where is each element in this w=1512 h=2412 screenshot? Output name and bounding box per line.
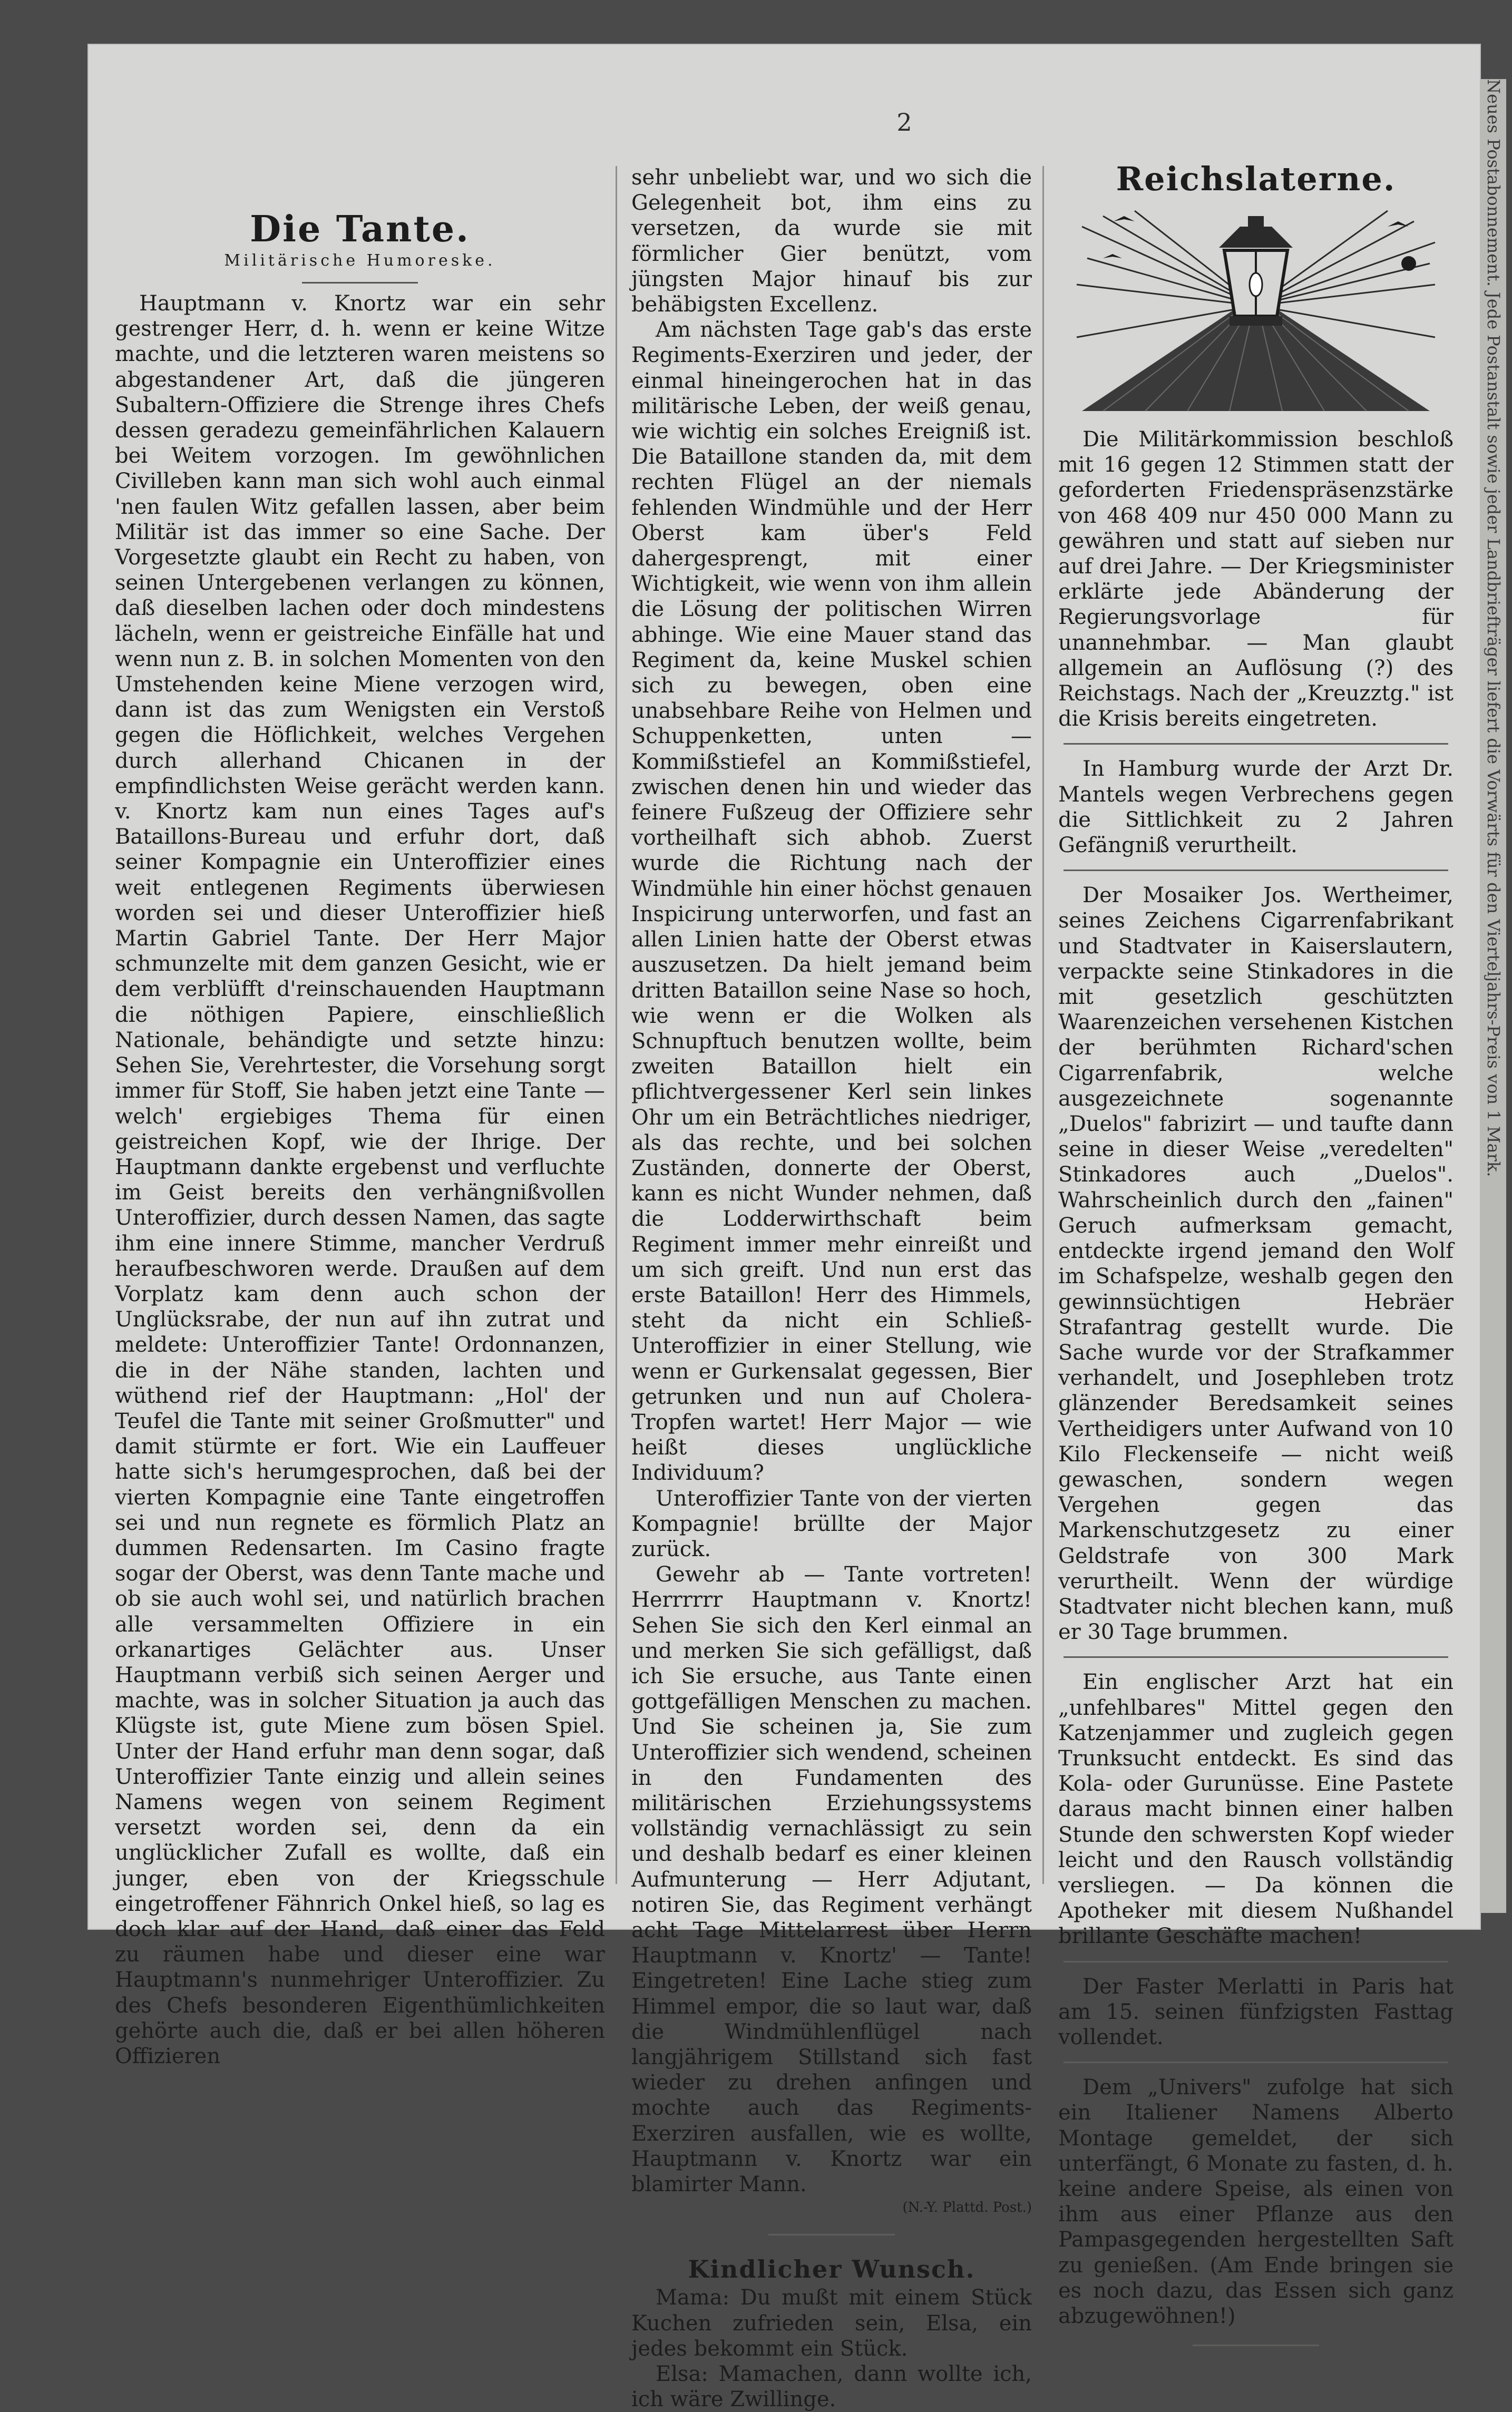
column-divider-2	[1042, 166, 1044, 1884]
section-separator	[1064, 2062, 1448, 2063]
lantern-illustration	[1071, 206, 1440, 416]
article-paragraph: Am nächsten Tage gab's das erste Regiments-Exerziren und jeder, der einmal hineingerochen hat in das militärische Leben, der weiß genau, wie wichtig ein solches Ereigniß ist. Die Bataillone standen da, mit dem rechten Flügel an der niemals fehlenden Windmühle und der Herr Oberst kam über's Feld dahergesprengt, mit einer Wichtigkeit, wie wenn von ihm allein die Lösung der politischen Wirren abhinge. Wie eine Mauer stand das Regiment da, keine Muskel schien sich zu bewegen, oben eine unabsehbare Reihe von Helmen und Schuppenketten, unten — Kommißstiefel an Kommißstiefel, zwischen denen hin und wieder das feinere Fußzeug der Offiziere sehr vortheilhaft sich abhob. Zuerst wurde die Richtung nach der Windmühle hin einer höchst genauen Inspicirung unterworfen, und fast an allen Linien hatte der Oberst etwas auszusetzen. Da hielt jemand beim dritten Bataillon seine Nase so hoch, wie wenn er die Wolken als Schnupftuch benutzen wollte, beim zweiten Bataillon hielt ein pflichtvergessener Kerl sein linkes Ohr um ein Beträchtliches niedriger, als das rechte, und bei solchen Zuständen, donnerte der Oberst, kann es nicht Wunder nehmen, daß die Lodderwirthschaft beim Regiment immer mehr einreißt und um sich greift. Und nun erst das erste Bataillon! Herr des Himmels, steht da nicht ein Schließ-Unteroffizier in einer Stellung, wie wenn er Gurkensalat gegessen, Bier getrunken und nun auf Cholera-Tropfen wartet! Herr Major — wie heißt dieses unglückliche Individuum?	[631, 318, 1032, 1486]
section-separator	[1064, 743, 1448, 745]
news-item: Die Militärkommission beschloß mit 16 gegen 12 Stimmen statt der geforderten Friedenspräsenzstärke von 468 409 nur 450 000 Mann zu gewähren und statt auf sieben nur auf drei Jahre. — Der Kriegsminister erklärte jede Abänderung der Regierungsvorlage für unannehmbar. — Man glaubt allgemein an Auflösung (?) des Reichstags. Nach der „Kreuzztg." ist die Krisis bereits eingetreten.	[1058, 427, 1454, 731]
article-title: Die Tante.	[250, 208, 470, 250]
column-divider-1	[616, 166, 617, 1884]
title-rule	[302, 282, 418, 284]
article-credit: (N.-Y. Plattd. Post.)	[902, 2200, 1032, 2216]
end-rule	[1193, 2345, 1319, 2346]
news-item: Ein englischer Arzt hat ein „unfehlbares" Mittel gegen den Katzenjammer und zugleich gegen Trunksucht entdeckt. Es sind das Kola- oder Gurunüsse. Eine Pastete daraus macht binnen einer halben Stunde den schwersten Kopf wieder leicht und den Rausch vollständig versliegen. — Da können die Apotheker mit diesem Nußhandel brillante Geschäfte machen!	[1058, 1670, 1454, 1949]
section-title-kindlicher-wunsch: Kindlicher Wunsch.	[688, 2255, 976, 2284]
news-item: Der Faster Merlatti in Paris hat am 15. seinen fünfzigsten Fasttag vollendet.	[1058, 1974, 1454, 2049]
section-separator	[1064, 1656, 1448, 1658]
column-2	[631, 165, 1032, 2412]
column-1	[115, 177, 605, 2069]
section-separator	[1064, 870, 1448, 871]
article-paragraph: Hauptmann v. Knortz war ein sehr gestrenger Herr, d. h. wenn er keine Witze machte, und die letzteren waren meistens so abgestandener Art, daß die jüngeren Subaltern-Offiziere die Strenge ihres Chefs dessen geradezu gemeinfährlichen Kalauern bei Weitem vorzogen. Im gewöhnlichen Civilleben kann man sich wohl auch einmal 'nen faulen Witz gefallen lassen, aber beim Militär ist das immer so eine Sache. Der Vorgesetzte glaubt ein Recht zu haben, von seinen Untergebenen verlangen zu können, daß dieselben lachen oder doch mindestens lächeln, wenn er geistreiche Einfälle hat und wenn nun z. B. in solchen Momenten von den Umstehenden keine Miene verzogen wird, dann ist das zum Wenigsten ein Verstoß gegen die Höflichkeit, welches Vergehen durch allerhand Chicanen in der empfindlichsten Weise gerächt werden kann. v. Knortz kam nun eines Tages auf's Bataillons-Bureau und erfuhr dort, daß seiner Kompagnie ein Unteroffizier eines weit entlegenen Regiments überwiesen worden sei und dieser Unteroffizier hieß Martin Gabriel Tante. Der Herr Major schmunzelte mit dem ganzen Gesicht, wie er dem verblüfft d'reinschauenden Hauptmann die nöthigen Papiere, einschließlich Nationale, behändigte und setzte hinzu: Sehen Sie, Verehrtester, die Vorsehung sorgt immer für Stoff, Sie haben jetzt eine Tante — welch' ergiebiges Thema für einen geistreichen Kopf, wie der Ihrige. Der Hauptmann dankte ergebenst und verfluchte im Geist bereits den verhängnißvollen Unteroffizier, durch dessen Namen, das sagte ihm eine innere Stimme, mancher Verdruß heraufbeschworen werde. Draußen auf dem Vorplatz kam denn auch schon der Unglücksrabe, der nun auf ihn zutrat und meldete: Unteroffizier Tante! Ordonnanzen, die in der Nähe standen, lachten und wüthend rief der Hauptmann: „Hol' der Teufel die Tante mit seiner Großmutter" und damit stürmte er fort. Wie ein Lauffeuer hatte sich's herumgesprochen, daß bei der vierten Kompagnie eine Tante eingetroffen sei und nun regnete es förmlich Platz an dummen Redensarten. Im Casino fragte sogar der Oberst, was denn Tante mache und ob sie auch wohl sei, und natürlich brachen alle versammelten Offiziere in ein orkanartiges Gelächter aus. Unser Hauptmann verbiß sich seinen Aerger und machte, was in solcher Situation ja auch das Klügste ist, gute Miene zum bösen Spiel. Unter der Hand erfuhr man denn sogar, daß Unteroffizier Tante einzig und allein seines Namens wegen von seinem Regiment versetzt worden sei, denn da ein unglücklicher Zufall es wollte, daß ein junger, eben von der Kriegsschule eingetroffener Fähnrich Onkel hieß, so lag es doch klar auf der Hand, daß einer das Feld zu räumen habe und dieser eine war Hauptmann's nunmehriger Unteroffizier. Zu des Chefs besonderen Eigenthümlichkeiten gehörte auch die, daß er bei allen höheren Offizieren	[115, 291, 605, 2069]
news-item: In Hamburg wurde der Arzt Dr. Mantels wegen Verbrechens gegen die Sittlichkeit zu 2 Jahren Gefängniß verurtheilt.	[1058, 757, 1454, 858]
dialogue-line: Mama: Du mußt mit einem Stück Kuchen zufrieden sein, Elsa, ein jedes bekommt ein Stück.	[631, 2286, 1032, 2361]
section-title-reichslaterne: Reichslaterne.	[1116, 160, 1396, 198]
news-item: Der Mosaiker Jos. Wertheimer, seines Zeichens Cigarrenfabrikant und Stadtvater in Kaiserslautern, verpackte seine Stinkadores in die mit gesetzlich geschützten Waarenzeichen versehenen Kistchen der berühmten Richard'schen Cigarrenfabrik, welche ausgezeichnete sogenannte „Duelos" fabrizirt — und taufte dann seine in dieser Weise „veredelten" Stinkadores auch „Duelos". Wahrscheinlich durch den „fainen" Geruch aufmerksam gemacht, entdeckte irgend jemand den Wolf im Schafspelze, weshalb gegen den gewinnsüchtigen Hebräer Strafantrag gestellt wurde. Die Sache wurde vor der Strafkammer verhandelt, und Josephleben trotz glänzender Beredsamkeit seines Vertheidigers unter Aufwand von 10 Kilo Fleckenseife — nicht weiß gewaschen, sondern wegen Vergehen gegen das Markenschutzgesetz zu einer Geldstrafe von 300 Mark verurtheilt. Wenn der würdige Stadtvater nicht blechen kann, muß er 30 Tage brummen.	[1058, 883, 1454, 1645]
section-separator	[1064, 1961, 1448, 1962]
adjacent-page-text: Neues Postabonnement. Jede Postanstalt sowie jeder Landbriefträger liefert die Vorwärts für den Vierteljahrs-Preis von 1 Mark.	[1484, 79, 1504, 1177]
article-subtitle: Militärische Humoreske.	[224, 251, 496, 270]
page-number: 2	[896, 108, 912, 136]
adjacent-page-edge	[1480, 79, 1506, 1913]
newspaper-page	[89, 45, 1480, 2412]
section-separator	[768, 2234, 895, 2235]
news-item: Dem „Univers" zufolge hat sich ein Italiener Namens Alberto Montage gemeldet, der sich unterfängt, 6 Monate zu fasten, d. h. keine andere Speise, als einen von ihm aus einer Pflanze aus den Pampasgegenden hergestellten Saft zu genießen. (Am Ende bringen sie es noch dazu, das Essen sich ganz abzugewöhnen!)	[1058, 2075, 1454, 2329]
dialogue-line: Elsa: Mamachen, dann wollte ich, ich wäre Zwillinge.	[631, 2362, 1032, 2412]
article-paragraph: Gewehr ab — Tante vortreten! Herrrrrr Hauptmann v. Knortz! Sehen Sie sich den Kerl einmal an und merken Sie sich gefälligst, daß ich Sie ersuche, aus Tante einen gottgefälligen Menschen zu machen. Und Sie scheinen ja, Sie zum Unteroffizier sich wendend, scheinen in den Fundamenten des militärischen Erziehungssystems vollständig vernachlässigt zu sein und deshalb bedarf es einer kleinen Aufmunterung — Herr Adjutant, notiren Sie, das Regiment verhängt acht Tage Mittelarrest über Herrn Hauptmann v. Knortz' — Tante! Eingetreten! Eine Lache stieg zum Himmel empor, die so laut war, daß die Windmühlenflügel nach langjährigem Stillstand sich fast wieder zu drehen anfingen und mochte auch das Regiments-Exerziren ausfallen, wie es wollte, Hauptmann v. Knortz war ein blamirter Mann.	[631, 1563, 1032, 2197]
article-paragraph: Unteroffizier Tante von der vierten Kompagnie! brüllte der Major zurück.	[631, 1486, 1032, 1561]
column-3	[1058, 158, 1454, 2362]
article-paragraph: sehr unbeliebt war, und wo sich die Gelegenheit bot, ihm eins zu versetzen, da wurde sie mit förmlicher Gier benützt, vom jüngsten Major hinauf bis zur behäbigsten Excellenz.	[631, 165, 1032, 317]
